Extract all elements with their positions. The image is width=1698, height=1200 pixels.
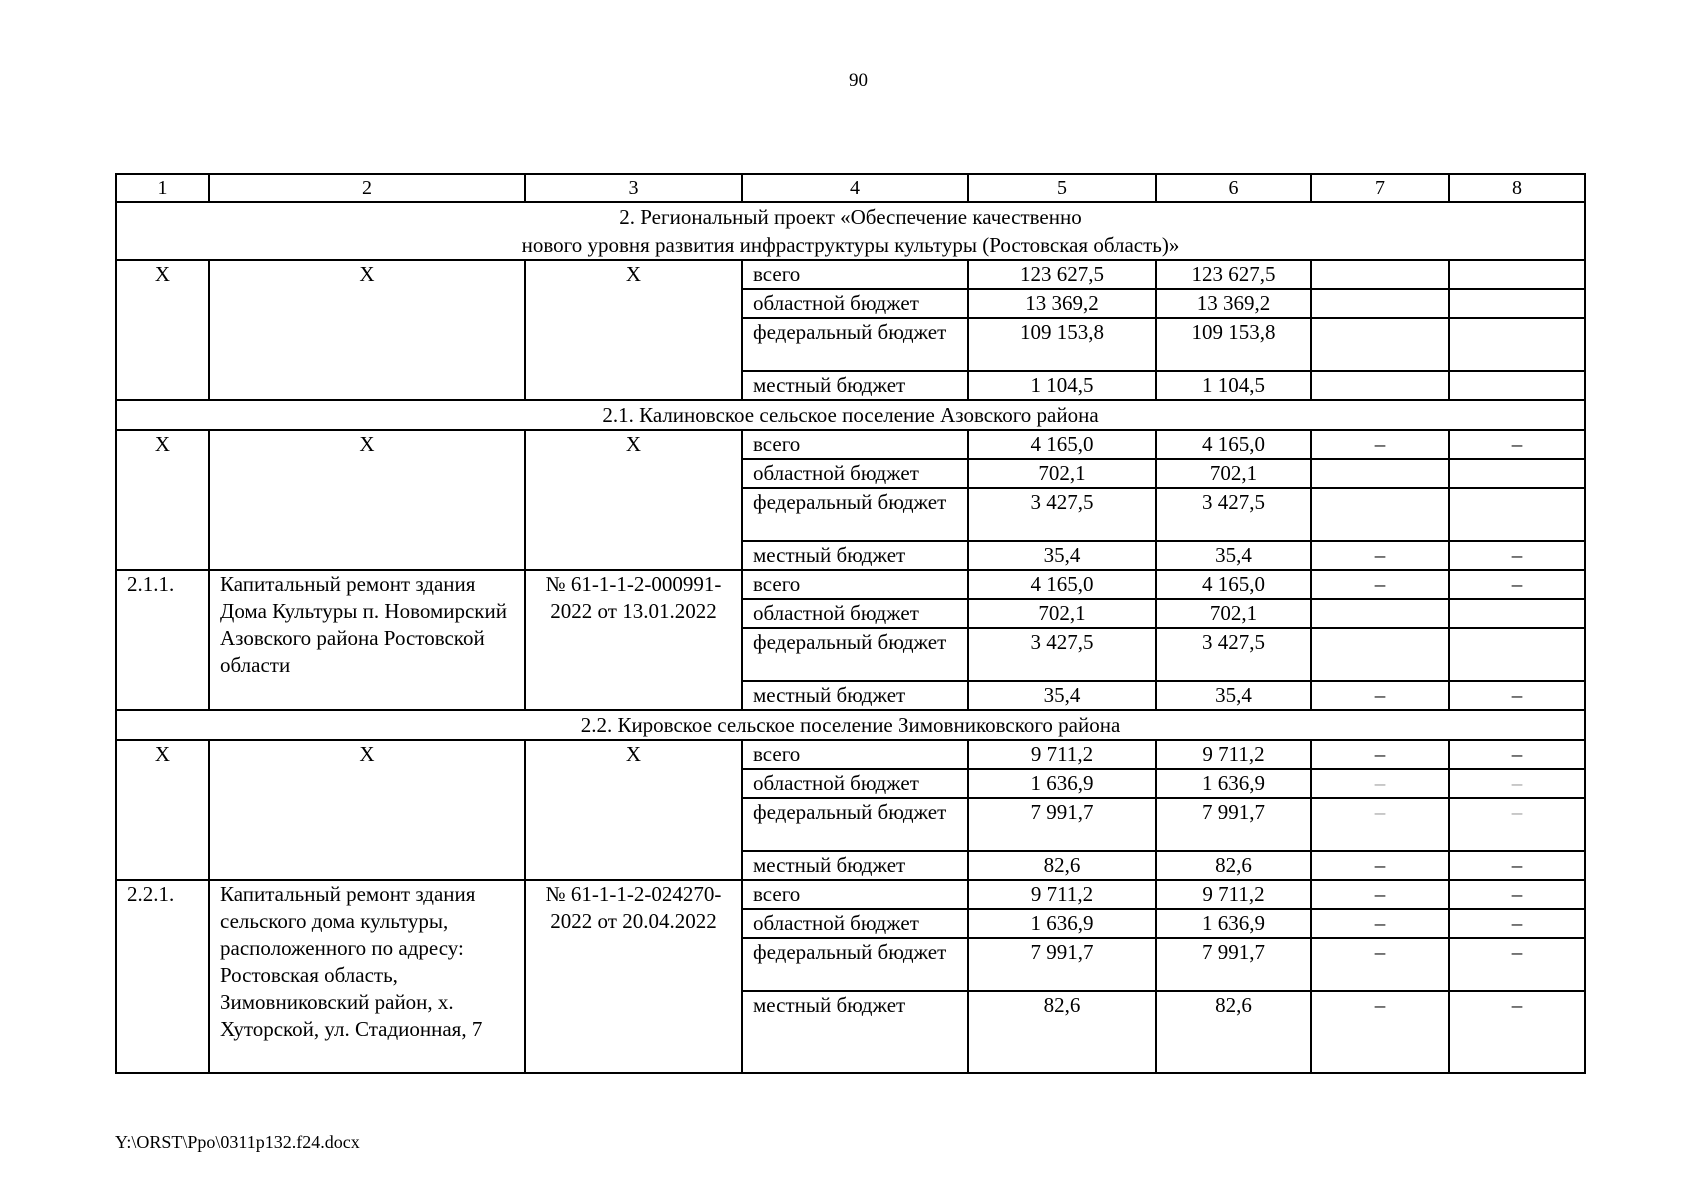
amount-col5: 9 711,2 <box>968 880 1156 909</box>
funding-source-label: местный бюджет <box>742 851 968 880</box>
amount-col5: 7 991,7 <box>968 798 1156 851</box>
column-header-cell: 2 <box>209 174 525 202</box>
column-header-cell: 8 <box>1449 174 1585 202</box>
amount-col6: 4 165,0 <box>1156 430 1311 459</box>
object-name-cell: Капитальный ремонт здания Дома Культуры п. Новомирский Азовского района Ростовской области <box>209 570 525 710</box>
amount-col7: – <box>1311 570 1449 599</box>
amount-col6: 3 427,5 <box>1156 488 1311 541</box>
funding-source-label: областной бюджет <box>742 599 968 628</box>
amount-col8: – <box>1449 991 1585 1073</box>
amount-col7: – <box>1311 769 1449 798</box>
amount-col5: 82,6 <box>968 851 1156 880</box>
amount-col7: – <box>1311 909 1449 938</box>
column-header-cell: 6 <box>1156 174 1311 202</box>
budget-table <box>115 173 1586 1074</box>
amount-col5: 702,1 <box>968 599 1156 628</box>
amount-col5: 7 991,7 <box>968 938 1156 991</box>
amount-col5: 9 711,2 <box>968 740 1156 769</box>
funding-source-label: областной бюджет <box>742 459 968 488</box>
amount-col8 <box>1449 628 1585 681</box>
section-heading <box>116 400 1585 430</box>
amount-col7: – <box>1311 991 1449 1073</box>
amount-col6: 9 711,2 <box>1156 740 1311 769</box>
amount-col8: – <box>1449 909 1585 938</box>
amount-col5: 1 104,5 <box>968 371 1156 400</box>
funding-source-label: местный бюджет <box>742 991 968 1073</box>
amount-col5: 35,4 <box>968 681 1156 710</box>
amount-col7: – <box>1311 938 1449 991</box>
document-number-cell: X <box>525 430 742 570</box>
amount-col8: – <box>1449 938 1585 991</box>
amount-col6: 702,1 <box>1156 599 1311 628</box>
amount-col7: – <box>1311 851 1449 880</box>
amount-col5: 3 427,5 <box>968 488 1156 541</box>
document-number-cell: X <box>525 260 742 400</box>
funding-source-label: федеральный бюджет <box>742 798 968 851</box>
amount-col8 <box>1449 371 1585 400</box>
funding-source-label: федеральный бюджет <box>742 318 968 371</box>
amount-col6: 1 636,9 <box>1156 909 1311 938</box>
amount-col8: – <box>1449 570 1585 599</box>
column-header-cell: 1 <box>116 174 209 202</box>
amount-col6: 4 165,0 <box>1156 570 1311 599</box>
object-name-cell: X <box>209 430 525 570</box>
amount-col7 <box>1311 318 1449 371</box>
amount-col5: 702,1 <box>968 459 1156 488</box>
budget-row <box>116 260 1585 289</box>
item-number-cell: 2.2.1. <box>116 880 209 1073</box>
section-heading-line: 2.1. Калиновское сельское поселение Азовского района <box>602 403 1099 427</box>
amount-col8: – <box>1449 769 1585 798</box>
amount-col8: – <box>1449 880 1585 909</box>
amount-col5: 1 636,9 <box>968 769 1156 798</box>
amount-col8 <box>1449 488 1585 541</box>
amount-col7: – <box>1311 681 1449 710</box>
amount-col5: 4 165,0 <box>968 430 1156 459</box>
budget-row <box>116 880 1585 909</box>
amount-col7: – <box>1311 740 1449 769</box>
amount-col5: 82,6 <box>968 991 1156 1073</box>
section-heading-row <box>116 400 1585 430</box>
funding-source-label: всего <box>742 740 968 769</box>
funding-source-label: всего <box>742 260 968 289</box>
amount-col6: 35,4 <box>1156 541 1311 570</box>
section-heading-row <box>116 710 1585 740</box>
budget-row <box>116 570 1585 599</box>
amount-col7: – <box>1311 541 1449 570</box>
funding-source-label: местный бюджет <box>742 371 968 400</box>
amount-col7 <box>1311 488 1449 541</box>
amount-col8 <box>1449 260 1585 289</box>
amount-col5: 109 153,8 <box>968 318 1156 371</box>
amount-col8: – <box>1449 430 1585 459</box>
amount-col8 <box>1449 599 1585 628</box>
funding-source-label: местный бюджет <box>742 541 968 570</box>
amount-col6: 7 991,7 <box>1156 798 1311 851</box>
file-path-footer: Y:\ORST\Ppo\0311p132.f24.docx <box>115 1132 360 1152</box>
funding-source-label: всего <box>742 570 968 599</box>
amount-col6: 35,4 <box>1156 681 1311 710</box>
amount-col8: – <box>1449 740 1585 769</box>
amount-col8 <box>1449 318 1585 371</box>
amount-col8 <box>1449 459 1585 488</box>
amount-col8: – <box>1449 851 1585 880</box>
funding-source-label: местный бюджет <box>742 681 968 710</box>
section-heading-line: 2. Региональный проект «Обеспечение качественно <box>619 205 1082 229</box>
amount-col7 <box>1311 459 1449 488</box>
amount-col8: – <box>1449 798 1585 851</box>
funding-source-label: федеральный бюджет <box>742 628 968 681</box>
document-number-cell: № 61-1-1-2-000991-2022 от 13.01.2022 <box>525 570 742 710</box>
section-heading <box>116 202 1585 260</box>
column-header-cell: 7 <box>1311 174 1449 202</box>
amount-col5: 123 627,5 <box>968 260 1156 289</box>
funding-source-label: федеральный бюджет <box>742 488 968 541</box>
amount-col6: 109 153,8 <box>1156 318 1311 371</box>
section-heading-line: 2.2. Кировское сельское поселение Зимовниковского района <box>580 713 1121 737</box>
document-number-cell: № 61-1-1-2-024270-2022 от 20.04.2022 <box>525 880 742 1073</box>
funding-source-label: областной бюджет <box>742 289 968 318</box>
amount-col5: 1 636,9 <box>968 909 1156 938</box>
section-heading-row <box>116 202 1585 260</box>
funding-source-label: областной бюджет <box>742 769 968 798</box>
column-header-cell: 5 <box>968 174 1156 202</box>
budget-row <box>116 430 1585 459</box>
object-name-cell: X <box>209 260 525 400</box>
item-number-cell: X <box>116 740 209 880</box>
column-header-row <box>116 174 1585 202</box>
amount-col8 <box>1449 289 1585 318</box>
amount-col6: 123 627,5 <box>1156 260 1311 289</box>
amount-col6: 82,6 <box>1156 991 1311 1073</box>
amount-col5: 4 165,0 <box>968 570 1156 599</box>
column-header-cell: 4 <box>742 174 968 202</box>
item-number-cell: X <box>116 430 209 570</box>
amount-col6: 1 104,5 <box>1156 371 1311 400</box>
amount-col7: – <box>1311 880 1449 909</box>
amount-col6: 7 991,7 <box>1156 938 1311 991</box>
amount-col7 <box>1311 289 1449 318</box>
amount-col6: 13 369,2 <box>1156 289 1311 318</box>
amount-col5: 13 369,2 <box>968 289 1156 318</box>
section-heading <box>116 710 1585 740</box>
funding-source-label: федеральный бюджет <box>742 938 968 991</box>
amount-col8: – <box>1449 541 1585 570</box>
section-heading-line: нового уровня развития инфраструктуры культуры (Ростовская область)» <box>521 233 1180 257</box>
amount-col7 <box>1311 260 1449 289</box>
page-number: 90 <box>849 70 868 91</box>
amount-col6: 3 427,5 <box>1156 628 1311 681</box>
budget-row <box>116 740 1585 769</box>
amount-col6: 702,1 <box>1156 459 1311 488</box>
amount-col7 <box>1311 371 1449 400</box>
object-name-cell: X <box>209 740 525 880</box>
amount-col6: 82,6 <box>1156 851 1311 880</box>
funding-source-label: всего <box>742 430 968 459</box>
amount-col7: – <box>1311 798 1449 851</box>
funding-source-label: областной бюджет <box>742 909 968 938</box>
amount-col6: 9 711,2 <box>1156 880 1311 909</box>
item-number-cell: X <box>116 260 209 400</box>
document-number-cell: X <box>525 740 742 880</box>
column-header-cell: 3 <box>525 174 742 202</box>
amount-col7 <box>1311 599 1449 628</box>
amount-col7 <box>1311 628 1449 681</box>
amount-col8: – <box>1449 681 1585 710</box>
amount-col6: 1 636,9 <box>1156 769 1311 798</box>
item-number-cell: 2.1.1. <box>116 570 209 710</box>
amount-col7: – <box>1311 430 1449 459</box>
object-name-cell: Капитальный ремонт здания сельского дома культуры, расположенного по адресу: Ростовская область, Зимовниковский район, х. Хуторской, ул. Стадионная, 7 <box>209 880 525 1073</box>
amount-col5: 3 427,5 <box>968 628 1156 681</box>
funding-source-label: всего <box>742 880 968 909</box>
amount-col5: 35,4 <box>968 541 1156 570</box>
